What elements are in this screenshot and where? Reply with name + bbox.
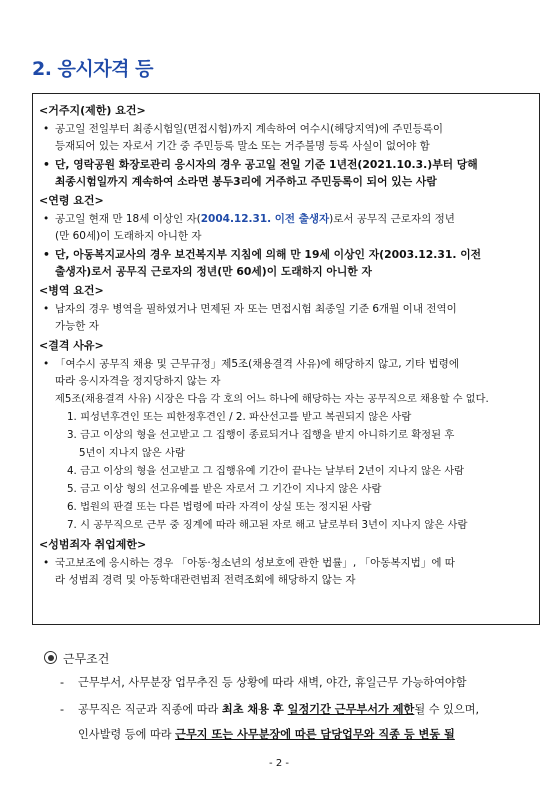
disq-list-item: 3. 금고 이상의 형을 선고받고 그 집행이 종료되거나 집행을 받지 아니하기로 확정된 후 [67,429,455,441]
disq-list-item: 7. 시 공무직으로 근무 중 징계에 따라 해고된 자로 해고 날로부터 3년이 지나지 않은 사람 [67,519,468,531]
age-heading: <연령 요건> [39,194,104,207]
section-title: 2. 응시자격 등 [32,58,153,80]
article-note: 제5조(채용결격 사유) 시장은 다음 각 호의 어느 하나에 해당하는 자는 공무직으로 채용할 수 없다. [55,394,489,405]
age-item: • 공고일 현재 만 18세 이상인 자(2004.12.31. 이전 출생자)로서 공무직 근로자의 정년 (만 60세)이 도래하지 아니한 자 [39,211,533,245]
sex-offender-item: • 국고보조에 응시하는 경우 「아동·청소년의 성보호에 관한 법률」, 「아동복지법」에 따 라 성범죄 경력 및 아동학대관련범죄 전력조회에 해당하지 않는 자 [39,555,533,589]
circle-bullet-icon [44,651,57,664]
disq-list-item: 5년이 지나지 않은 사람 [79,447,185,459]
sex-offender-heading: <성범죄자 취업제한> [39,538,147,551]
page-number: - 2 - [269,758,289,769]
disq-list-item: 5. 금고 이상 형의 선고유예를 받은 자로서 그 기간이 지나지 않은 사람 [67,483,382,495]
residence-item: • 공고일 전일부터 최종시험일(면접시험)까지 계속하여 여수시(해당지역)에 주민등록이 등재되어 있는 자로서 기간 중 주민등록 말소 또는 거주불명 등록 사실이 없어야 함 [39,121,533,155]
disq-list-item: 4. 금고 이상의 형을 선고받고 그 집행유예 기간이 끝나는 날부터 2년이 지나지 않은 사람 [67,465,465,477]
birth-cutoff: 2004.12.31. 이전 출생자 [200,213,330,225]
condition-item: - 공무직은 직군과 직종에 따라 최초 채용 후 일정기간 근무부서가 제한될 수 있으며, [60,703,480,716]
military-item: • 남자의 경우 병역을 필하였거나 면제된 자 또는 면접시험 최종일 기준 6개월 이내 전역이 가능한 자 [39,301,533,335]
residence-item-exception: • 단, 영락공원 화장로관리 응시자의 경우 공고일 전일 기준 1년전(2021.10.3.)부터 당해 최종시험일까지 계속하여 소라면 봉두3리에 거주하고 주민등록이 되어 있는 사람 [39,156,533,190]
disqualification-heading: <결격 사유> [39,339,104,352]
condition-item: - 근무부서, 사무분장 업무추진 등 상황에 따라 새벽, 야간, 휴일근무 가능하여야함 [60,676,467,689]
disq-list-item: 6. 법원의 판결 또는 다른 법령에 따라 자격이 상실 또는 정지된 사람 [67,501,372,513]
conditions-heading: 근무조건 [44,650,109,667]
disq-list-item: 1. 피성년후견인 또는 피한정후견인 / 2. 파산선고를 받고 복권되지 않은 사람 [67,411,412,423]
condition-item-continued: 인사발령 등에 따라 근무지 또는 사무분장에 따른 담당업무와 직종 등 변동 될 [78,728,455,741]
military-heading: <병역 요건> [39,284,104,297]
disqualification-item: • 「여수시 공무직 채용 및 근무규정」제5조(채용결격 사유)에 해당하지 않고, 기타 법령에 따라 응시자격을 정지당하지 않는 자 [39,356,533,390]
residence-heading: <거주지(제한) 요건> [39,104,146,117]
age-item-exception: • 단, 아동복지교사의 경우 보건복지부 지침에 의해 만 19세 이상인 자(2003.12.31. 이전 출생자)로서 공무직 근로자의 정년(만 60세)이 도래하지 아니한 자 [39,246,533,280]
eligibility-box [32,93,540,625]
